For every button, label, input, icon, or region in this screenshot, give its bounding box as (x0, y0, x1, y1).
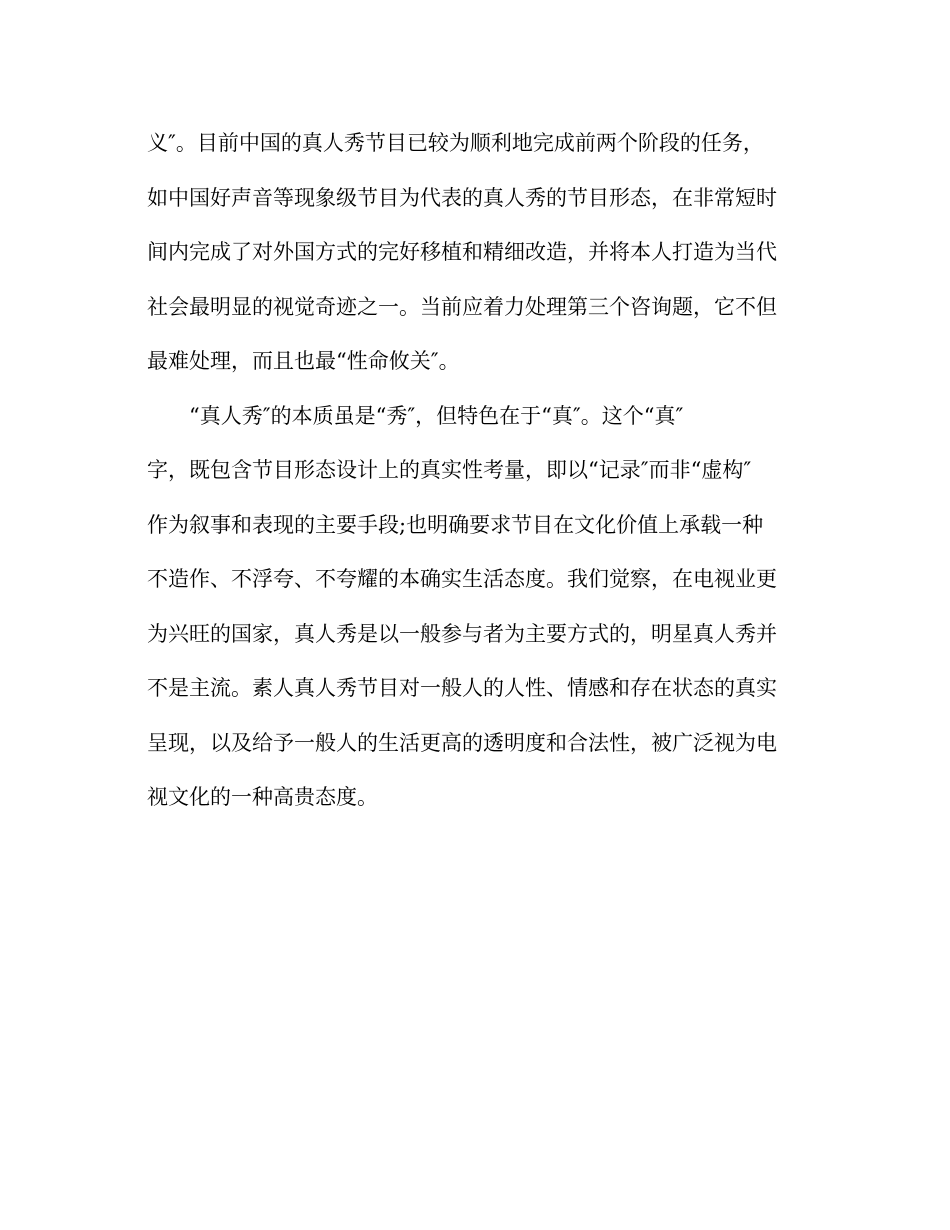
text-line: 呈现，以及给予一般人的生活更高的透明度和合法性，被广泛视为电 (147, 730, 777, 755)
text-line: 作为叙事和表现的主要手段;也明确要求节目在文化价值上承载一种 (147, 512, 764, 537)
text-line: 字，既包含节目形态设计上的真实性考量，即以“记录″而非“虚构″ (147, 458, 752, 482)
paragraph-start-line: “真人秀″的本质虽是“秀″，但特色在于“真″。这个“真″ (189, 403, 684, 428)
text-line: 社会最明显的视觉奇迹之一。当前应着力处理第三个咨询题，它不但 (147, 294, 777, 319)
text-line: 不是主流。素人真人秀节目对一般人的人性、情感和存在状态的真实 (147, 676, 777, 700)
text-line: 视文化的一种高贵态度。 (147, 785, 378, 809)
text-line: 间内完成了对外国方式的完好移植和精细改造，并将本人打造为当代 (147, 240, 777, 264)
text-line: 不造作、不浮夸、不夸耀的本确实生活态度。我们觉察，在电视业更 (147, 567, 777, 591)
text-line: 义″。目前中国的真人秀节目已较为顺利地完成前两个阶段的任务， (147, 131, 764, 155)
text-line: 如中国好声音等现象级节目为代表的真人秀的节目形态，在非常短时 (147, 185, 777, 210)
body-text (147, 121, 807, 830)
text-line: 最难处理，而且也最“性命攸关″。 (147, 349, 460, 373)
text-line: 为兴旺的国家，真人秀是以一般参与者为主要方式的，明星真人秀并 (147, 621, 777, 646)
